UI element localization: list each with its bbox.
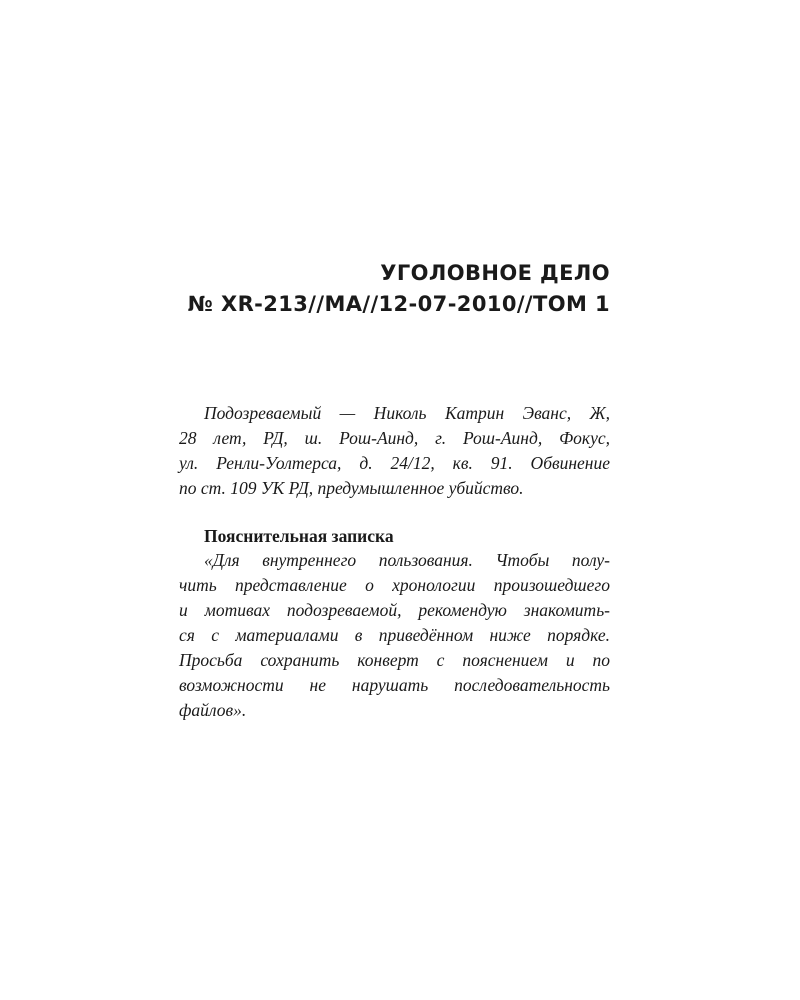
note-line: и мотивах подозреваемой, рекомендую знакомить- bbox=[179, 600, 610, 620]
suspect-line: Подозреваемый — Николь Катрин Эванс, Ж, bbox=[204, 403, 610, 423]
note-line: файлов». bbox=[179, 700, 247, 720]
note-line: Просьба сохранить конверт с пояснением и по bbox=[179, 650, 610, 670]
suspect-paragraph bbox=[179, 401, 610, 501]
note-title: Пояснительная записка bbox=[204, 526, 394, 546]
case-number: № XR-213//MA//12-07-2010//ТОМ 1 bbox=[187, 292, 610, 316]
case-title-line-1: УГОЛОВНОЕ ДЕЛО bbox=[380, 261, 610, 285]
suspect-line: ул. Ренли-Уолтерса, д. 24/12, кв. 91. Обвинение bbox=[179, 453, 610, 473]
suspect-line: 28 лет, РД, ш. Рош-Аинд, г. Рош-Аинд, Фокус, bbox=[179, 428, 610, 448]
note-paragraph bbox=[179, 548, 610, 723]
note-line: ся с материалами в приведённом ниже порядке. bbox=[179, 625, 610, 645]
note-line: чить представление о хронологии произошедшего bbox=[179, 575, 610, 595]
note-line: возможности не нарушать последовательность bbox=[179, 675, 610, 695]
note-line: «Для внутреннего пользования. Чтобы полу- bbox=[204, 550, 610, 570]
suspect-line: по ст. 109 УК РД, предумышленное убийство. bbox=[179, 478, 524, 498]
case-title bbox=[160, 258, 610, 320]
